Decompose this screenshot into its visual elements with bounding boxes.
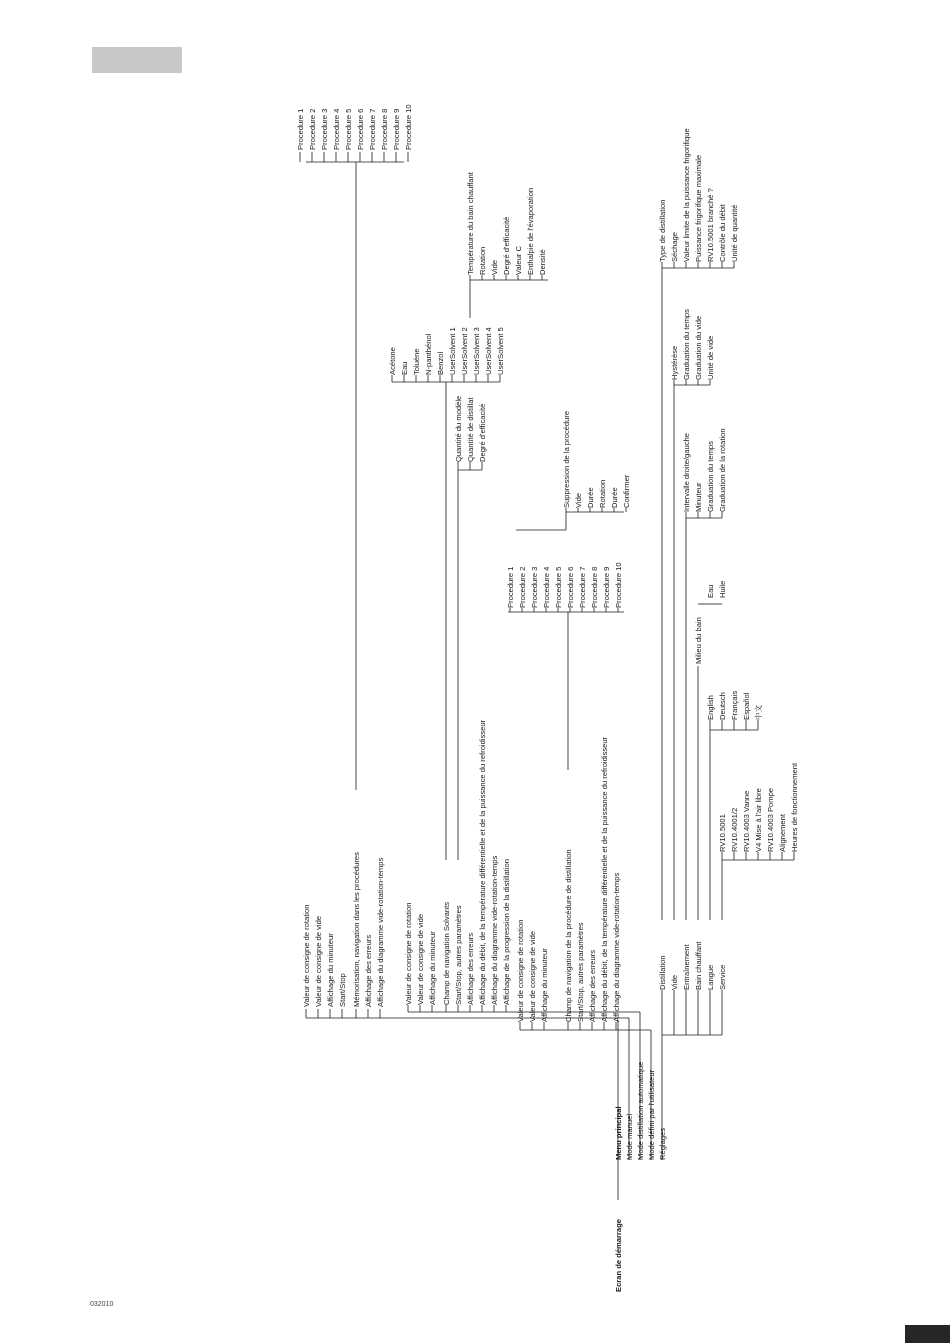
solvent-param-4: Degré d'efficacité — [502, 216, 511, 275]
manual-item-2: Valeur de consigne de vide — [314, 915, 323, 1007]
solvent-6: UserSolvent 1 — [448, 327, 457, 375]
user-item-6: Affichage des erreurs — [588, 949, 597, 1022]
solvent-param-2: Rotation — [478, 246, 487, 275]
distillation-5: RV10.5001 branché ? — [706, 188, 715, 262]
start-param-3: Degré d'efficacité — [478, 403, 487, 462]
auto-item-4: Champ de navigation Solvants — [442, 901, 451, 1005]
manual-procedure-3: Procedure 3 — [320, 108, 329, 150]
user-procedure-4: Procedure 4 — [542, 566, 551, 608]
vide-4: Unité de vide — [706, 335, 715, 380]
service-5: RV10.4003 Pompe — [766, 787, 775, 852]
auto-item-7: Affichage du débit, de la température différentielle et de la puissance du refroidisseur — [478, 719, 487, 1005]
main-item-2: Mode distillation automatique — [636, 1061, 645, 1160]
langue-1: English — [706, 695, 715, 720]
procedure-action-5: Durée — [610, 487, 619, 508]
solvent-3: Toluène — [412, 348, 421, 375]
auto-item-2: Valeur de consigne de vide — [416, 913, 425, 1005]
settings-item-6: Service — [718, 964, 727, 990]
manual-item-3: Affichage du minuteur — [326, 933, 335, 1007]
user-procedure-8: Procedure 8 — [590, 566, 599, 608]
solvent-10: UserSolvent 5 — [496, 327, 505, 375]
service-6: Alignement — [778, 814, 787, 852]
user-procedure-9: Procedure 9 — [602, 566, 611, 608]
auto-item-9: Affichage de la progression de la distillation — [502, 859, 511, 1005]
manual-procedure-9: Procedure 9 — [392, 108, 401, 150]
auto-item-1: Valeur de consigne de rotation — [404, 902, 413, 1005]
manual-procedure-2: Procedure 2 — [308, 108, 317, 150]
user-procedure-6: Procedure 6 — [566, 566, 575, 608]
solvent-param-6: Enthalpie de l'évaporation — [526, 187, 535, 275]
vide-2: Graduation du temps — [682, 309, 691, 380]
start-param-2: Quantité de distillat — [466, 397, 475, 462]
manual-procedure-8: Procedure 8 — [380, 108, 389, 150]
langue-4: Español — [742, 692, 751, 720]
settings-item-3: Entraînement — [682, 944, 691, 990]
start-param-1: Quantité du modèle — [454, 395, 463, 462]
langue-5: 中文 — [754, 704, 763, 720]
solvent-9: UserSolvent 4 — [484, 327, 493, 375]
solvent-1: Acétone — [388, 347, 397, 375]
procedure-action-6: Confirmer — [622, 474, 631, 508]
manual-procedure-1: Procedure 1 — [296, 108, 305, 150]
solvent-param-1: Température du bain chauffant — [466, 172, 475, 275]
distillation-2: Séchage — [670, 232, 679, 262]
service-1: RV10.5001 — [718, 814, 727, 852]
user-item-5: Start/Stop, autres paramètres — [576, 922, 585, 1022]
settings-item-5: Langue — [706, 964, 715, 990]
entrainement-1: Intervalle droite/gauche — [682, 433, 691, 512]
auto-item-6: Affichage des erreurs — [466, 932, 475, 1005]
user-procedure-2: Procedure 2 — [518, 566, 527, 608]
manual-item-1: Valeur de consigne de rotation — [302, 904, 311, 1007]
entrainement-3: Graduation du temps — [706, 441, 715, 512]
service-3: RV10.4003 Vanne — [742, 790, 751, 852]
solvent-8: UserSolvent 3 — [472, 327, 481, 375]
manual-item-5: Mémorisation, navigation dans les procédures — [352, 852, 361, 1007]
manual-procedure-10: Procedure 10 — [404, 104, 413, 150]
manual-item-6: Affichage des erreurs — [364, 934, 373, 1007]
procedure-action-4: Rotation — [598, 479, 607, 508]
procedure-action-1: Suppression de la procédure — [562, 410, 571, 508]
solvent-param-7: Densité — [538, 249, 547, 275]
auto-item-5: Start/Stop, autres paramètres — [454, 905, 463, 1005]
settings-item-2: Vide — [670, 974, 679, 990]
user-item-7: Affichage du débit, de la température différentielle et de la puissance du refroidisseur — [600, 736, 609, 1022]
solvent-2: Eau — [400, 361, 409, 375]
manual-procedure-7: Procedure 7 — [368, 108, 377, 150]
user-item-4: Champ de navigation de la procédure de distillation — [564, 849, 573, 1022]
auto-item-8: Affichage du diagramme vide-rotation-temps — [490, 855, 499, 1005]
service-7: Heures de fonctionnement — [790, 762, 799, 852]
solvent-4: N-panthénol — [424, 333, 433, 375]
main-menu-label: Menu principal — [614, 1106, 623, 1160]
main-item-3: Mode défini par l'utilisateur — [647, 1069, 656, 1160]
distillation-1: Type de distillation — [658, 199, 667, 262]
doc-number: 032010 — [90, 1301, 114, 1308]
user-item-3: Affichage du minuteur — [540, 948, 549, 1022]
manual-procedure-4: Procedure 4 — [332, 108, 341, 150]
manual-item-4: Start/Stop — [338, 973, 347, 1007]
vide-3: Graduation du vide — [694, 315, 703, 380]
vide-1: Hystérèse — [670, 345, 679, 380]
main-item-1: Mode manuel — [625, 1113, 634, 1160]
service-4: V4 Mise à l'air libre — [754, 788, 763, 852]
langue-2: Deutsch — [718, 692, 727, 720]
bain-label: Milieu du bain — [694, 617, 703, 664]
settings-item-4: Bain chauffant — [694, 941, 703, 990]
entrainement-2: Minuteur — [694, 482, 703, 512]
procedure-action-3: Durée — [586, 487, 595, 508]
distillation-4: Puissance frigorifique maximale — [694, 154, 703, 262]
user-procedure-5: Procedure 5 — [554, 566, 563, 608]
distillation-6: Contrôle du débit — [718, 204, 727, 262]
user-procedure-7: Procedure 7 — [578, 566, 587, 608]
manual-procedure-6: Procedure 6 — [356, 108, 365, 150]
user-procedure-3: Procedure 3 — [530, 566, 539, 608]
user-procedure-10: Procedure 10 — [614, 562, 623, 608]
solvent-7: UserSolvent 2 — [460, 327, 469, 375]
auto-item-3: Affichage du minuteur — [428, 931, 437, 1005]
langue-3: Français — [730, 690, 739, 720]
user-item-8: Affichage du diagramme vide-rotation-temps — [612, 872, 621, 1022]
procedure-action-2: Vide — [574, 492, 583, 508]
main-item-4: Réglages — [658, 1127, 667, 1160]
entrainement-4: Graduation de la rotation — [718, 428, 727, 512]
user-item-1: Valeur de consigne de rotation — [516, 919, 525, 1022]
user-procedure-1: Procedure 1 — [506, 566, 515, 608]
distillation-7: Unité de quantité — [730, 204, 739, 262]
service-2: RV10.4001/2 — [730, 807, 739, 852]
user-item-2: Valeur de consigne de vide — [528, 930, 537, 1022]
settings-item-1: Distillation — [658, 955, 667, 990]
distillation-3: Valeur limite de la puissance frigorifique — [682, 128, 691, 262]
manual-item-7: Affichage du diagramme vide-rotation-temps — [376, 857, 385, 1007]
bain-option-2: Huile — [718, 580, 727, 598]
bain-option-1: Eau — [706, 584, 715, 598]
root-label: Ecran de démarrage — [614, 1218, 623, 1292]
solvent-param-3: Vide — [490, 259, 499, 275]
solvent-param-5: Valeur C — [514, 246, 523, 275]
solvent-5: Benzol — [436, 351, 445, 375]
manual-procedure-5: Procedure 5 — [344, 108, 353, 150]
